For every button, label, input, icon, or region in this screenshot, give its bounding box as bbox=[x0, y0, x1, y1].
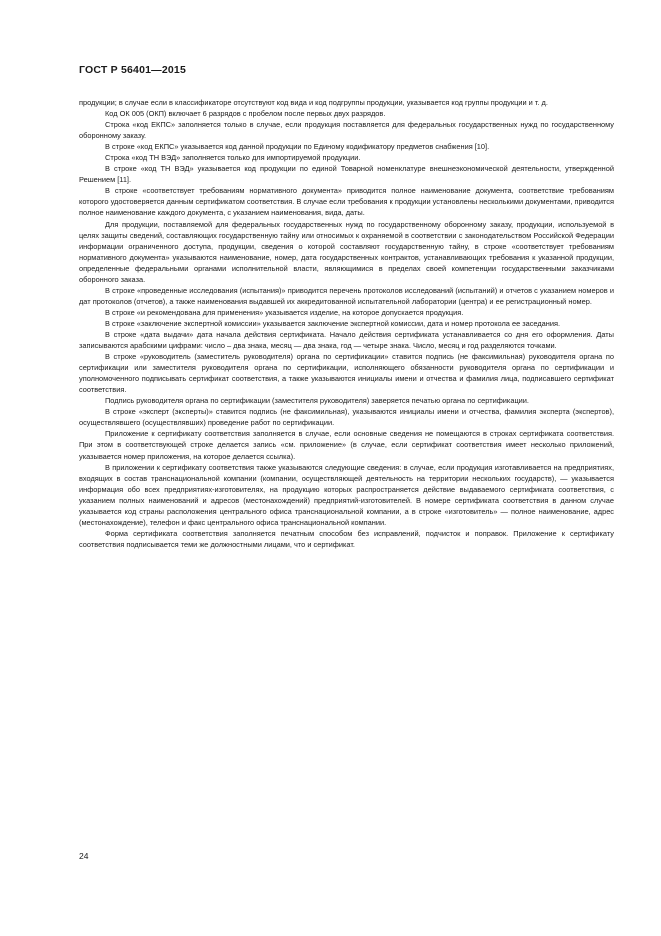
paragraph: В приложении к сертификату соответствия также указываются следующие сведения: в случае, если продукция изготавливается на предприятиях, входящих в состав транснациональной компании (компании, осуществляющей деятельность на территории нескольких государств), — указывается информация обо всех предприятиях-изготовителях, на продукцию которых распространяется действие выдаваемого сертификата соответствия, с указанием полных наименований и адресов (местонахождений) предприятий-изготовителей. В номере сертификата соответствия в данном случае указывается код страны расположения центрального офиса транснациональной компании, а в строке «изготовитель» — полное наименование, адрес (местонахождение), телефон и факс центрального офиса транснациональной компании. bbox=[79, 462, 614, 527]
paragraph: Форма сертификата соответствия заполняется печатным способом без исправлений, подчисток и поправок. Приложение к сертификату соответствия подписывается теми же должностными лицами, что и сертификат. bbox=[79, 528, 614, 549]
paragraph: Для продукции, поставляемой для федеральных государственных нужд по государственному оборонному заказу, продукции, используемой в целях защиты сведений, составляющих государственную тайну или относимых к охраняемой в соответствии с законодательством Российской Федерации информации ограниченного доступа, продукции, сведения о которой составляют государственную тайну, в строке «соответствует требованиям нормативного документа» указываются наименование, номер, дата государственных контрактов, устанавливающих требования к указанной продукции, определенные федеральными органами исполнительной власти, являющимися в пределах своей компетенции государственными заказчиками оборонного заказа. bbox=[79, 219, 614, 284]
paragraph: В строке «и рекомендована для применения» указывается изделие, на которое допускается продукция. bbox=[105, 307, 464, 317]
paragraph: продукции; в случае если в классификаторе отсутствуют код вида и код подгруппы продукции, указывается код группы продукции и т. д. bbox=[79, 98, 548, 107]
paragraph: Код ОК 005 (ОКП) включает 6 разрядов с пробелом после первых двух разрядов. bbox=[105, 109, 386, 119]
paragraph: В строке «соответствует требованиям нормативного документа» приводится полное наименование документа, соответствие требованиям которого удостоверяется данным сертификатом соответствия. В случае если требования к продукции установлены несколькими документами, приводится полное наименование каждого документа, с указанием наименования, вида, даты. bbox=[79, 186, 614, 218]
paragraph: Строка «код ЕКПС» заполняется только в случае, если продукция поставляется для федеральных государственных нужд по государственному оборонному заказу. bbox=[79, 120, 614, 141]
paragraph: В строке «проведенные исследования (испытания)» приводится перечень протоколов исследований (испытаний) и отчетов с указанием номеров и дат протоколов (отчетов), а также наименования выдавшей их аккредитованной испытательной лаборатории (центра) и ее регистрационный номер. bbox=[79, 285, 614, 306]
paragraph: Строка «код ТН ВЭД» заполняется только для импортируемой продукции. bbox=[105, 153, 361, 163]
paragraph: В строке «дата выдачи» дата начала действия сертификата. Начало действия сертификата устанавливается со дня его оформления. Даты записываются арабскими цифрами: число – два знака, месяц — два знака, год — четыре знака. Число, месяц и год разделяются точками. bbox=[79, 329, 614, 351]
paragraph: Подпись руководителя органа по сертификации (заместителя руководителя) заверяется печатью органа по сертификации. bbox=[105, 396, 529, 406]
paragraph: В строке «эксперт (эксперты)» ставится подпись (не факсимильная), указываются инициалы имени и отчества, фамилия эксперта (экспертов), осуществлявшего (осуществлявших) проведение работ по сертификации. bbox=[79, 407, 614, 428]
page-number: 24 bbox=[79, 851, 89, 861]
paragraph: В строке «руководитель (заместитель руководителя) органа по сертификации» ставится подпись (не факсимильная) руководителя органа по сертификации или заместителя руководителя органа по сертификации, исполняющего обязанности руководителя органа по сертификации и уполномоченного подписывать сертификат соответствия, а также указываются инициалы имени и отчества и фамилия лица, подписавшего сертификат соответствия. bbox=[79, 352, 614, 395]
paragraph: В строке «код ЕКПС» указывается код данной продукции по Единому кодификатору предметов снабжения [10]. bbox=[105, 142, 490, 152]
document-header: ГОСТ Р 56401—2015 bbox=[79, 64, 187, 76]
document-body bbox=[79, 97, 614, 550]
paragraph: Приложение к сертификату соответствия заполняется в случае, если основные сведения не помещаются в строках сертификата соответствия. При этом в соответствующей строке делается запись «см. приложение» (в случае, если сертификат соответствия имеет несколько приложений, указывается номер приложения, на которое делается ссылка). bbox=[79, 429, 614, 461]
paragraph: В строке «код ТН ВЭД» указывается код продукции по единой Товарной номенклатуре внешнеэкономической деятельности, утвержденной Решением [11]. bbox=[79, 164, 614, 185]
paragraph: В строке «заключение экспертной комиссии» указывается заключение экспертной комиссии, дата и номер протокола ее заседания. bbox=[105, 318, 561, 328]
